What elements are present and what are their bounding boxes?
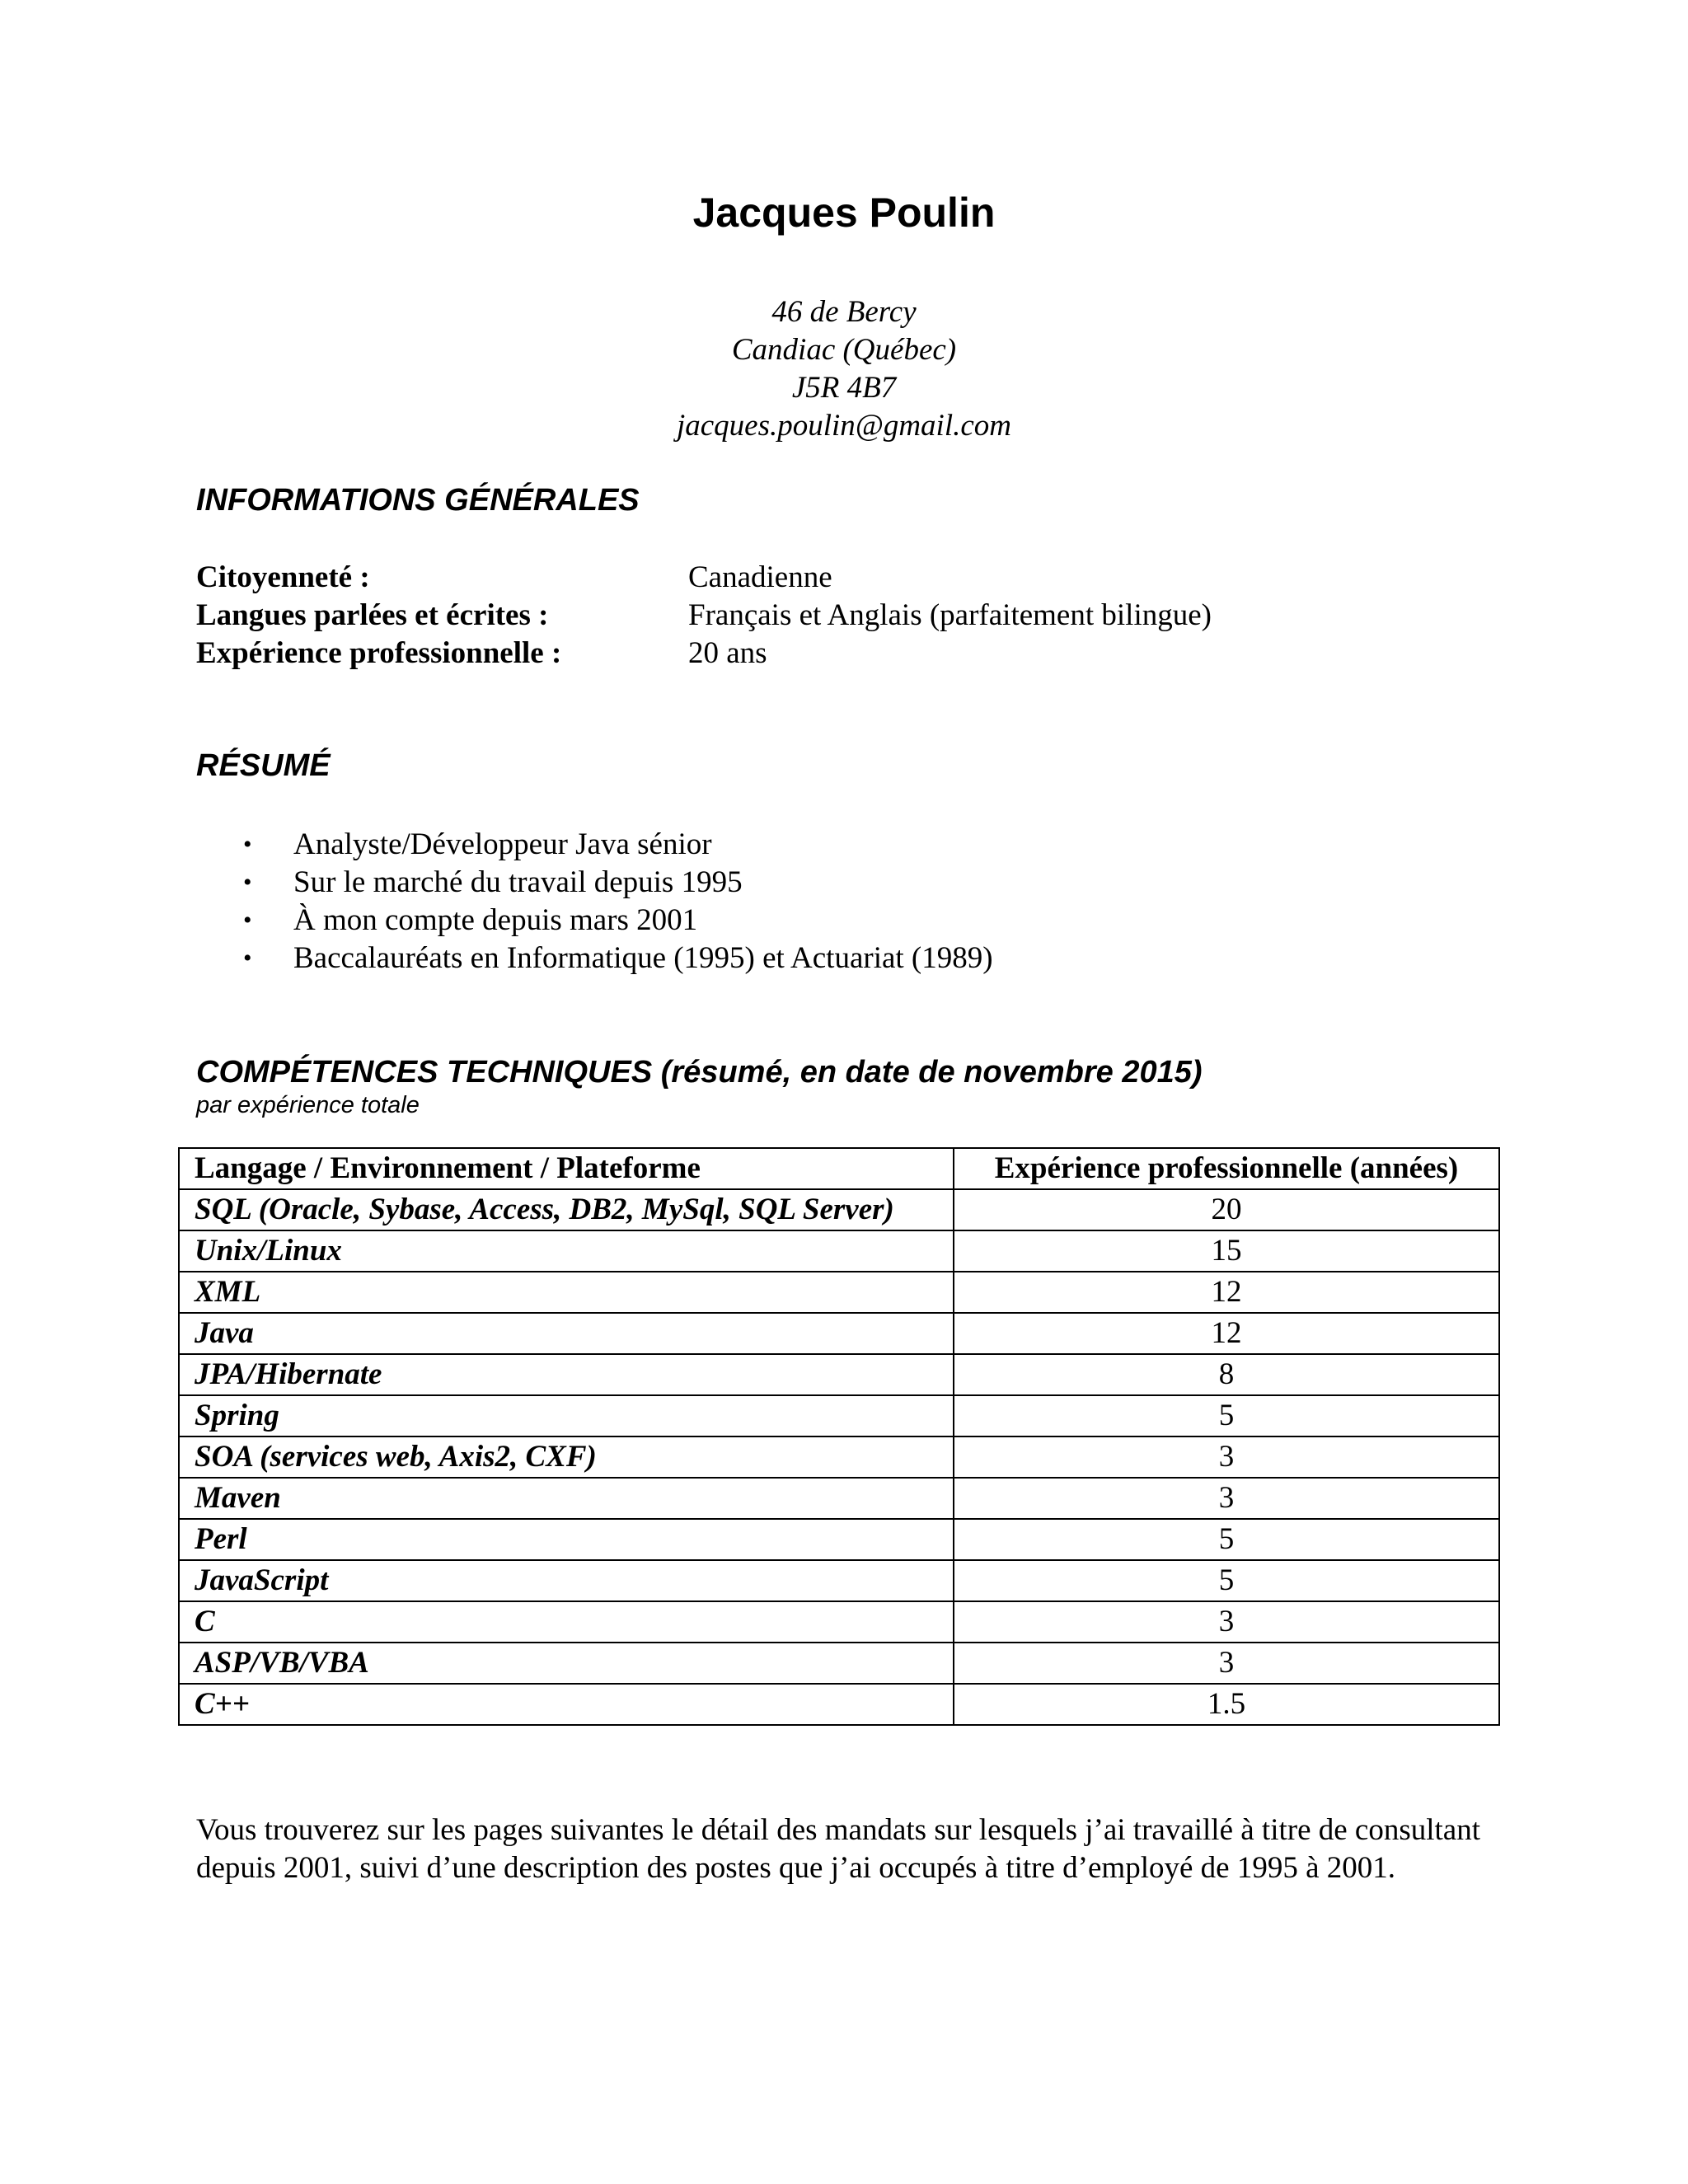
skill-years-cell: 3 xyxy=(954,1643,1499,1684)
address-city: Candiac (Québec) xyxy=(731,333,957,367)
summary-heading: RÉSUMÉ xyxy=(196,748,331,783)
skill-name-cell: Spring xyxy=(179,1395,954,1436)
contact-address xyxy=(0,293,1688,445)
info-value: Français et Anglais (parfaitement bilingue) xyxy=(688,598,1212,632)
skill-name-cell: JavaScript xyxy=(179,1560,954,1601)
skill-name-cell: Java xyxy=(179,1313,954,1354)
table-row xyxy=(179,1519,1499,1560)
skill-name-cell: JPA/Hibernate xyxy=(179,1354,954,1395)
table-row xyxy=(179,1560,1499,1601)
bullet-icon: • xyxy=(243,869,252,896)
info-label: Expérience professionnelle : xyxy=(196,636,562,670)
table-row xyxy=(179,1436,1499,1478)
info-value: 20 ans xyxy=(688,636,767,670)
list-item xyxy=(196,826,1432,864)
table-row xyxy=(179,1601,1499,1643)
general-info-list xyxy=(196,559,1515,673)
skill-name-cell: Unix/Linux xyxy=(179,1230,954,1272)
list-item-text: Sur le marché du travail depuis 1995 xyxy=(293,865,743,899)
list-item xyxy=(196,864,1432,902)
candidate-name: Jacques Poulin xyxy=(692,190,996,236)
bullet-icon: • xyxy=(243,907,252,934)
table-header-row xyxy=(179,1148,1499,1189)
skill-years-cell: 5 xyxy=(954,1519,1499,1560)
general-info-heading: INFORMATIONS GÉNÉRALES xyxy=(196,483,640,518)
list-item-text: Baccalauréats en Informatique (1995) et Actuariat (1989) xyxy=(293,941,993,975)
address-street: 46 de Bercy xyxy=(771,295,917,329)
column-header-technology: Langage / Environnement / Plateforme xyxy=(179,1148,954,1189)
skill-name-cell: ASP/VB/VBA xyxy=(179,1643,954,1684)
table-row xyxy=(179,1272,1499,1313)
skill-name-cell: SOA (services web, Axis2, CXF) xyxy=(179,1436,954,1478)
skill-years-cell: 3 xyxy=(954,1436,1499,1478)
list-item xyxy=(196,902,1432,940)
list-item-text: Analyste/Développeur Java sénior xyxy=(293,827,712,861)
skill-name-cell: C++ xyxy=(179,1684,954,1725)
table-row xyxy=(179,1313,1499,1354)
skill-years-cell: 3 xyxy=(954,1478,1499,1519)
address-email: jacques.poulin@gmail.com xyxy=(676,409,1012,443)
skills-subheading: par expérience totale xyxy=(196,1092,420,1118)
closing-paragraph: Vous trouverez sur les pages suivantes le détail des mandats sur lesquels j’ai travaillé à titre de consultant depuis 2001, suivi d’une description des postes que j’ai occupés à titre d’employé de 1995 à 2001. xyxy=(196,1813,1481,1885)
address-postal-code: J5R 4B7 xyxy=(791,371,897,405)
skill-years-cell: 3 xyxy=(954,1601,1499,1643)
skills-table xyxy=(178,1147,1500,1726)
table-row xyxy=(179,1684,1499,1725)
skill-years-cell: 20 xyxy=(954,1189,1499,1230)
skill-years-cell: 1.5 xyxy=(954,1684,1499,1725)
info-row xyxy=(196,559,1515,597)
table-row xyxy=(179,1395,1499,1436)
skill-years-cell: 5 xyxy=(954,1560,1499,1601)
skill-years-cell: 12 xyxy=(954,1272,1499,1313)
skill-years-cell: 12 xyxy=(954,1313,1499,1354)
info-row xyxy=(196,635,1515,673)
table-row xyxy=(179,1478,1499,1519)
list-item-text: À mon compte depuis mars 2001 xyxy=(293,903,698,937)
bullet-icon: • xyxy=(243,831,252,858)
table-row xyxy=(179,1189,1499,1230)
info-label: Citoyenneté : xyxy=(196,560,370,594)
info-label: Langues parlées et écrites : xyxy=(196,598,549,632)
skill-name-cell: Perl xyxy=(179,1519,954,1560)
bullet-icon: • xyxy=(243,944,252,972)
info-row xyxy=(196,597,1515,635)
column-header-years: Expérience professionnelle (années) xyxy=(954,1148,1499,1189)
summary-list xyxy=(196,826,1432,977)
skill-years-cell: 15 xyxy=(954,1230,1499,1272)
table-row xyxy=(179,1230,1499,1272)
table-row xyxy=(179,1643,1499,1684)
list-item xyxy=(196,940,1432,977)
skill-years-cell: 5 xyxy=(954,1395,1499,1436)
table-row xyxy=(179,1354,1499,1395)
info-value: Canadienne xyxy=(688,560,832,594)
skill-name-cell: XML xyxy=(179,1272,954,1313)
skill-years-cell: 8 xyxy=(954,1354,1499,1395)
skills-heading: COMPÉTENCES TECHNIQUES (résumé, en date de novembre 2015) xyxy=(196,1055,1203,1090)
skill-name-cell: Maven xyxy=(179,1478,954,1519)
skills-table-body xyxy=(179,1189,1499,1725)
skill-name-cell: SQL (Oracle, Sybase, Access, DB2, MySql, SQL Server) xyxy=(179,1189,954,1230)
skill-name-cell: C xyxy=(179,1601,954,1643)
